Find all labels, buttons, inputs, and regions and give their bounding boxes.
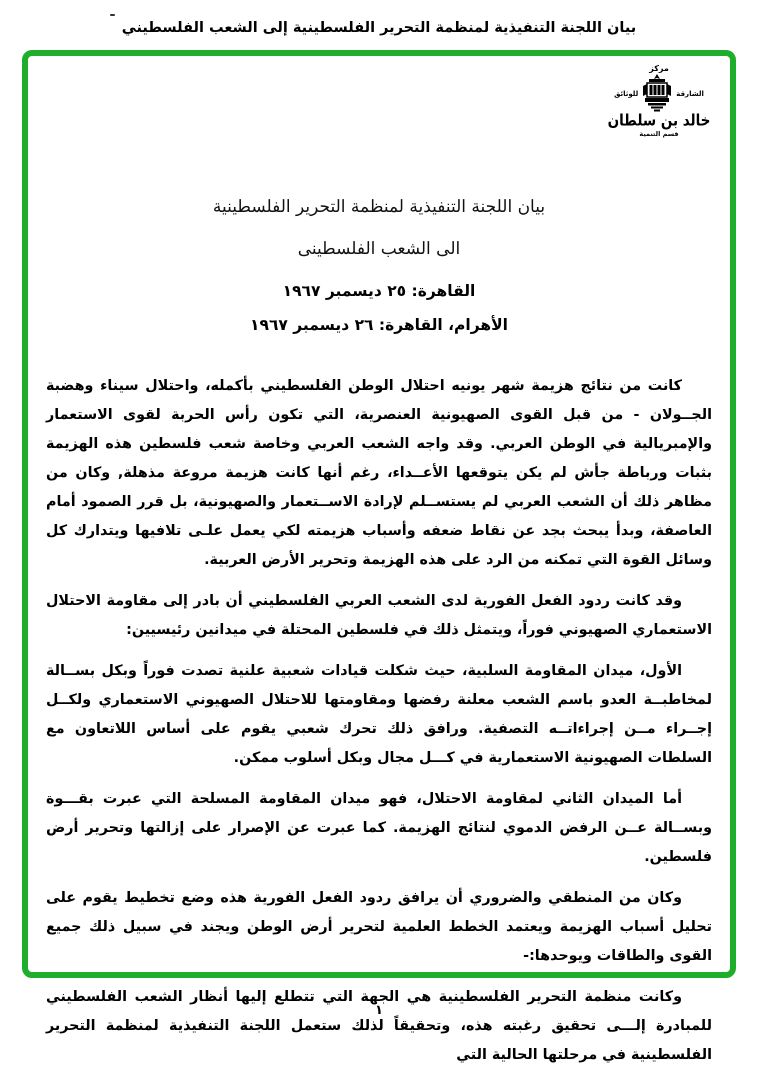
page-title: بيان اللجنة التنفيذية لمنظمة التحرير الفلسطينية إلى الشعب الفلسطيني	[121, 20, 637, 36]
date-line-alahram: الأهرام، القاهرة: ٢٦ ديسمبر ١٩٦٧	[250, 316, 508, 334]
stamp-bottom-text: قسم التنمية	[639, 130, 679, 138]
body-paragraph: وقد كانت ردود الفعل الفورية لدى الشعب العربي الفلسطيني أن بادر إلى مقاومة الاحتلال الاستعماري الصهيوني فوراً، ويتمثل ذلك في فلسطين المحتلة في ميدانين رئيسيين:	[46, 593, 712, 638]
body-paragraph: كانت من نتائج هزيمة شهر يونيه احتلال الوطن الفلسطيني بأكمله، واحتلال سيناء وهضبة الجــولان - من قبل القوى الصهيونية العنصرية، التي تكون رأس الحربة لقوى الاستعمار والإمبريالية في الوطن العربي. وقد واجه الشعب العربي وخاصة شعب فلسطين هذه الهزيمة بثبات ورباطة جأش لم يكن يتوقعها الأعــداء، رغم أنها كانت هزيمة مروعة مذهلة, وكان من مظاهر ذلك أن الشعب العربي لم يستســلم لإرادة الاســتعمار والصهيونية، بل قرر الصمود أمام العاصفة، وبدأ يبحث بجد عن نقاط ضعفه وأسباب هزيمته لكي يعمل علـى تلافيها ويتدارك كل وسائل القوة التي تمكنه من الرد على هذه الهزيمة وتحرير الأرض العربية.	[46, 378, 712, 568]
body-paragraph: الأول، ميدان المقاومة السلبية، حيث شكلت قيادات شعبية علنية تصدت فوراً وبكل بســالة لمخاطبــة العدو باسم الشعب معلنة رفضها ومقاومتها للاحتلال الصهيوني الاستعماري ولكــل إجــراء مــن إجراءاتــه التصفية. ورافق ذلك تحرك شعبي يقوم على أساس اللاتعاون مع السلطات الصهيونية الاستعمارية في كـــل مجال وبكل أسلوب ممكن.	[46, 663, 712, 766]
stamp-main-text: خالد بن سلطان	[607, 111, 711, 131]
date-line-cairo: القاهرة: ٢٥ ديسمبر ١٩٦٧	[282, 282, 476, 300]
page-number: ١	[375, 1003, 383, 1018]
stamp-top-text: مركز	[649, 64, 669, 73]
crest-emblem-icon	[640, 74, 674, 114]
body-paragraph: أما الميدان الثاني لمقاومة الاحتلال، فهو ميدان المقاومة المسلحة التي عبرت بقـــوة وبســالة عــن الرفض الدموي لنتائج الهزيمة. كما عبرت عن الإصرار على إزالتها وتحرير أرض فلسطين.	[46, 791, 712, 865]
document-heading	[28, 186, 730, 270]
organization-stamp	[604, 64, 714, 138]
document-border-frame	[22, 50, 736, 1063]
stamp-side-right-text: الشارقة	[676, 90, 704, 98]
scan-artifact-dot	[110, 14, 115, 16]
stamp-side-left-text: للوثائق	[614, 90, 639, 98]
body-paragraph: وكانت منظمة التحرير الفلسطينية هي الجهة التي تتطلع إليها أنظار الشعب الفلسطيني للمبادرة إلـــى تحقيق رغبته هذه، وتحقيقاً لذلك ستعمل اللجنة التنفيذية لمنظمة التحرير الفلسطينية في مرحلتها الحالية التي	[46, 989, 712, 1063]
document-heading-line2: الى الشعب الفلسطينى	[297, 239, 461, 259]
document-heading-line1: بيان اللجنة التنفيذية لمنظمة التحرير الفلسطينية	[212, 197, 546, 217]
document-dates	[28, 274, 730, 342]
document-body	[46, 372, 712, 1070]
body-paragraph: وكان من المنطقي والضروري أن يرافق ردود الفعل الفورية هذه وضع تخطيط يقوم على تحليل أسباب الهزيمة ويعتمد الخطط العلمية لتحرير أرض الوطن ويجند في سبيل ذلك جميع القوى والطاقات ويوحدها:-	[46, 890, 712, 964]
